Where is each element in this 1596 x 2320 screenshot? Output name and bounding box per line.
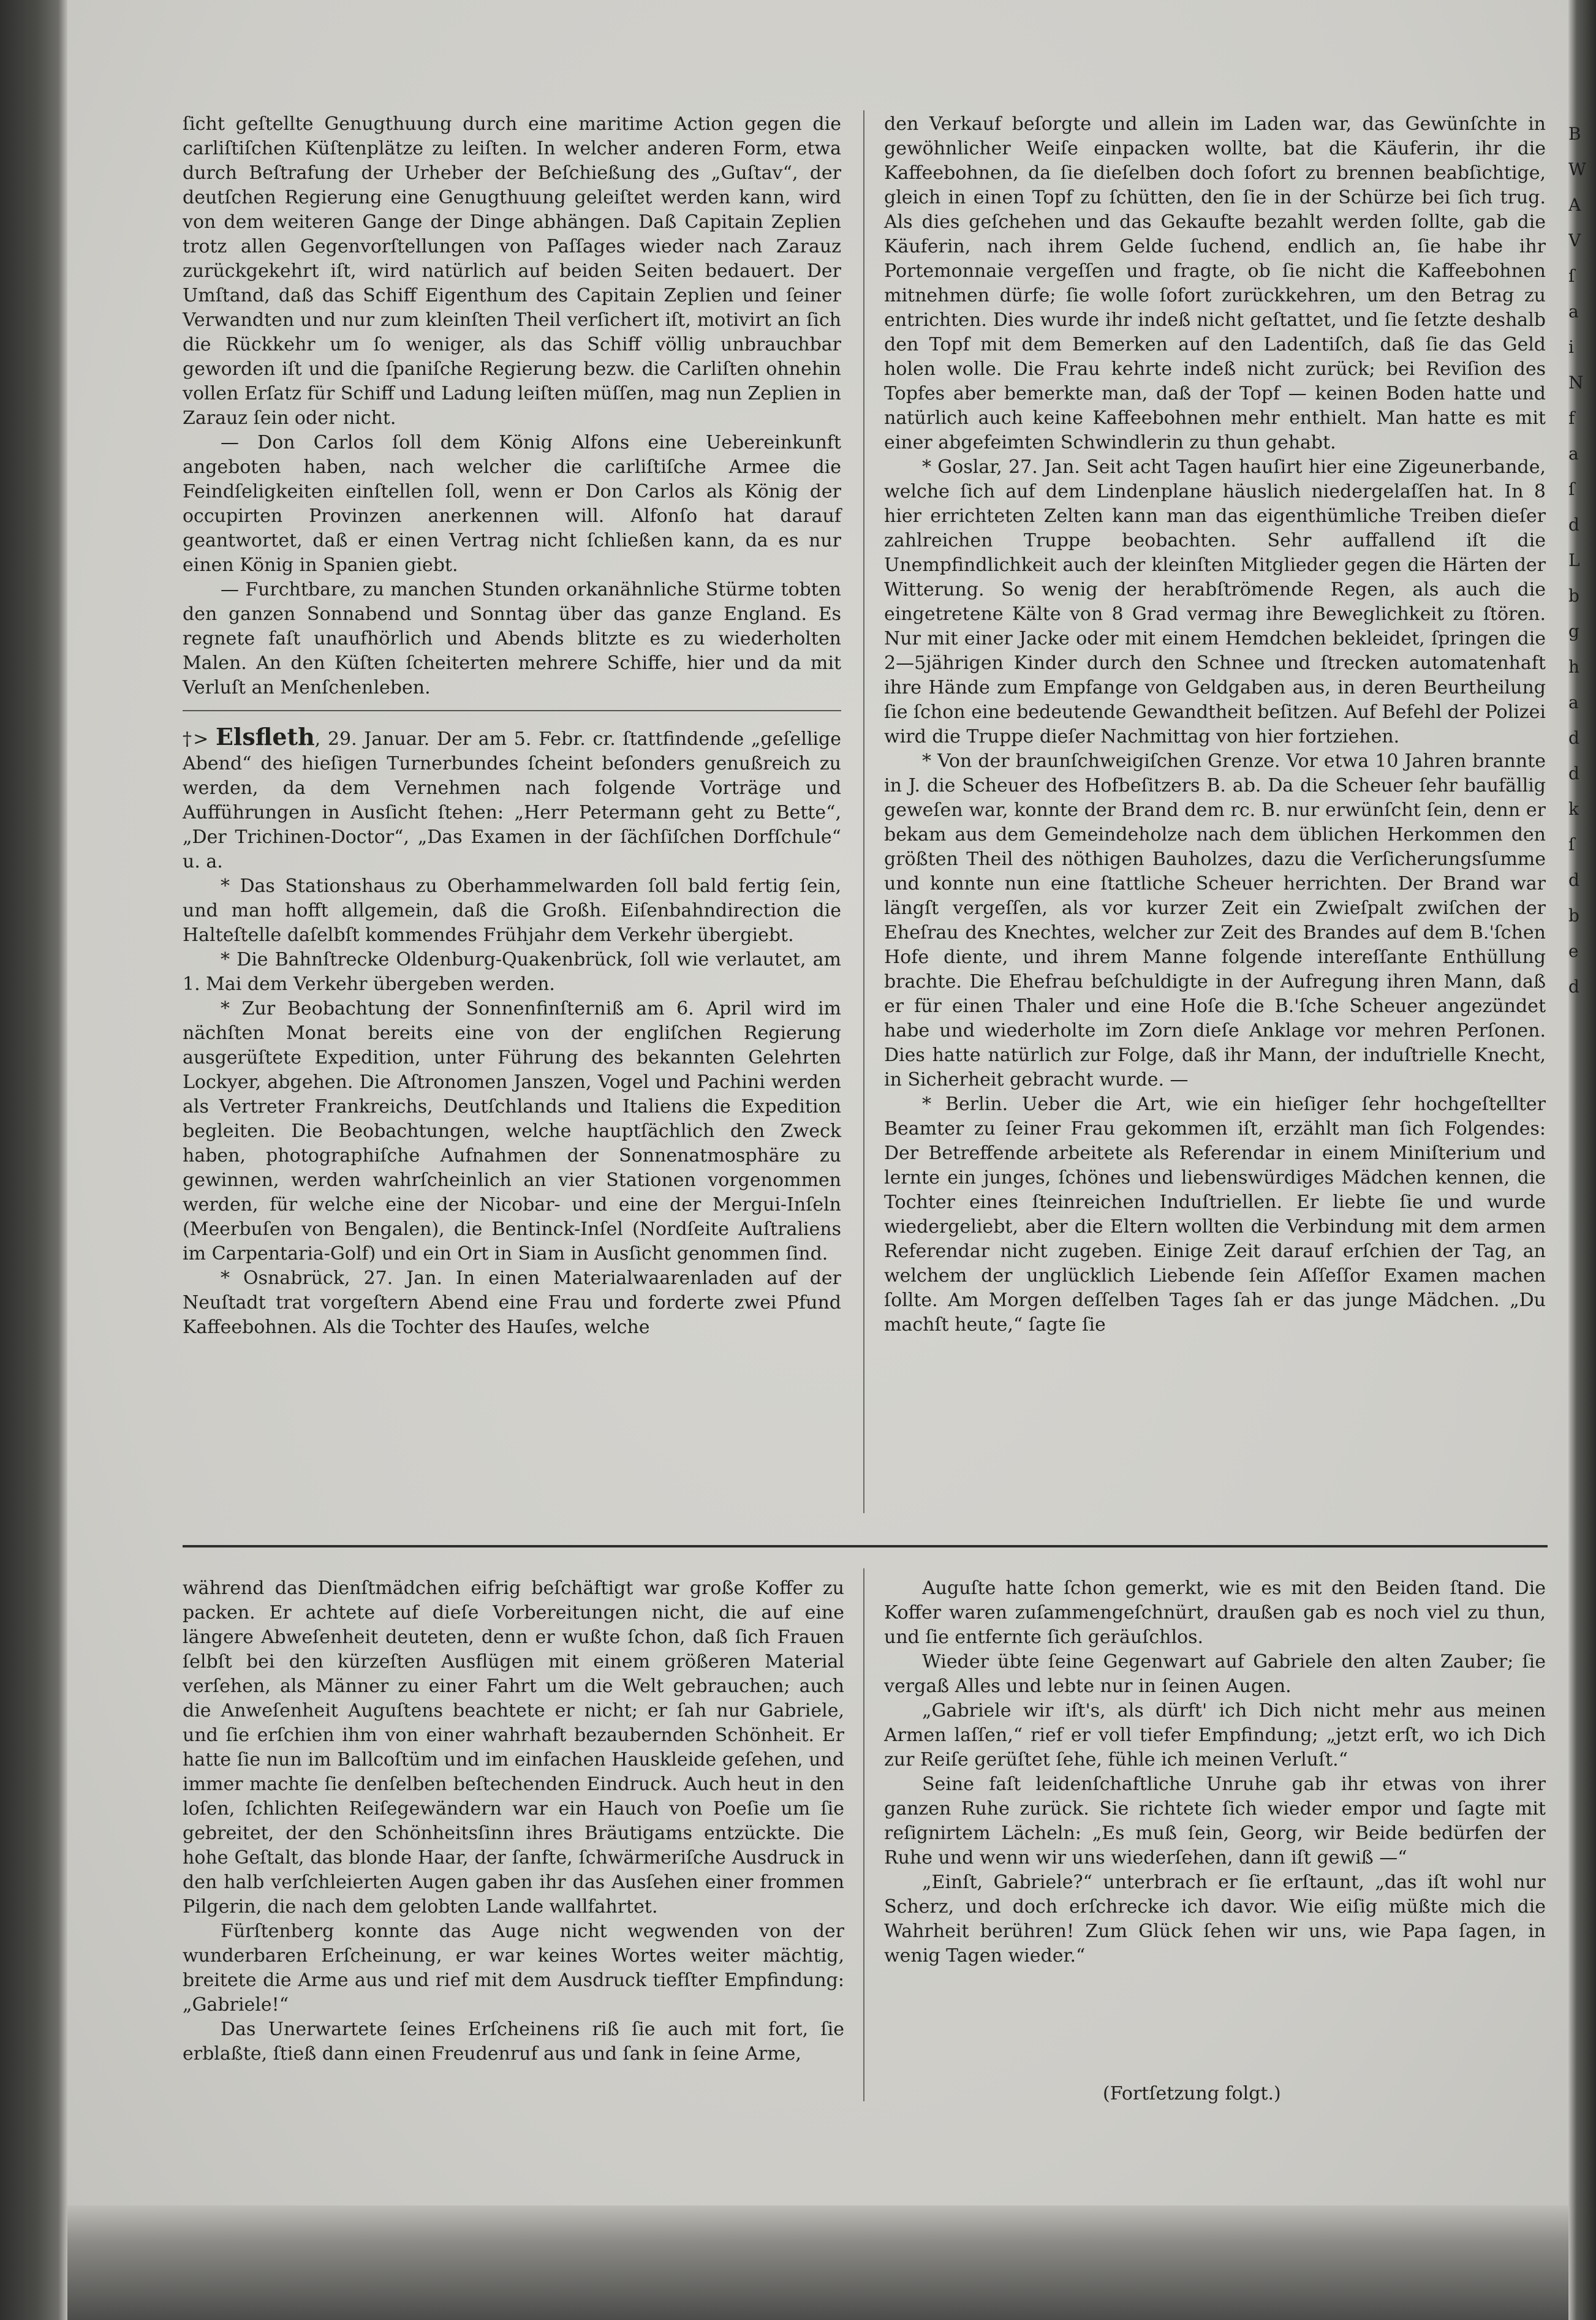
facing-page-fragments <box>1568 116 1587 1035</box>
edge-fragment: B <box>1568 124 1581 144</box>
paragraph: den Verkauf beſorgte und allein im Laden war, das Gewünſchte in gewöhnlicher Weiſe einpacken wollte, bat die Käuferin, ihr die Kaffeebohnen, da ſie dieſelben doch ſofort zu brennen beabſichtige, gleich in einen Topf zu ſchütten, den ſie in der Schürze bei ſich trug. Als dies geſchehen und das Gekaufte bezahlt werden ſollte, gab die Käuferin, nach ihrem Gelde ſuchend, endlich an, ſie habe ihr Portemonnaie vergeſſen und fragte, ob ſie nicht die Kaffeebohnen mitnehmen dürfe; ſie wolle ſofort zurückkehren, um den Betrag zu entrichten. Dies wurde ihr indeß nicht geſtattet, und ſie ſetzte deshalb den Topf mit dem Bemerken auf den Ladentiſch, daß ſie das Geld holen wolle. Die Frau kehrte indeß nicht zurück; bei Reviſion des Topfes aber bemerkte man, daß der Topf — keinen Boden hatte und natürlich auch keine Kaffeebohnen mehr enthielt. Man hatte es mit einer abgefeimten Schwindlerin zu thun gehabt. <box>884 113 1546 453</box>
edge-fragment: A <box>1568 195 1581 215</box>
edge-fragment: b <box>1568 905 1579 926</box>
page-bottom-edge <box>67 2205 1581 2320</box>
edge-fragment: L <box>1568 550 1580 570</box>
edge-fragment: b <box>1568 586 1579 606</box>
edge-fragment: ſ <box>1568 479 1575 499</box>
lead-symbol: †> <box>183 728 209 750</box>
paragraph: * Zur Beobachtung der Sonnenfinſterniß am 6. April wird im nächſten Monat bereits eine von der engliſchen Regierung ausgerüſtete Expedition, unter Führung des bekannten Gelehrten Lockyer, abgehen. Die Aſtronomen Janszen, Vogel und Pachini werden als Vertreter Frankreichs, Deutſchlands und Italiens die Expedition begleiten. Die Beobachtungen, welche hauptſächlich den Zweck haben, photographiſche Aufnahmen der Sonnenatmosphäre zu gewinnen, werden wahrſcheinlich an vier Stationen vorgenommen werden, für welche eine der Nicobar- und eine der Mergui-Inſeln (Meerbuſen von Bengalen), die Bentinck-Inſel (Nordſeite Auſtraliens im Carpentaria-Golf) und ein Ort in Siam in Ausſicht genommen ſind. <box>183 998 841 1264</box>
paragraph: * Osnabrück, 27. Jan. In einen Materialwaarenladen auf der Neuſtadt trat vorgeſtern Abend eine Frau und forderte zwei Pfund Kaffeebohnen. Als die Tochter des Hauſes, welche <box>183 1268 841 1338</box>
edge-fragment: f <box>1568 408 1575 428</box>
paragraph: „Gabriele wir iſt's, als dürft' ich Dich nicht mehr aus meinen Armen laſſen,“ rief er voll tiefer Empfindung; „jetzt erſt, wo ich Dich zur Reiſe gerüſtet ſehe, fühle ich meinen Verluſt.“ <box>884 1700 1546 1770</box>
paragraph: während das Dienſtmädchen eifrig beſchäftigt war große Koffer zu packen. Er achtete auf dieſe Vorbereitungen nicht, die auf eine längere Abweſenheit deuteten, denn er wußte ſchon, daß ſich Frauen ſelbſt bei den kürzeſten Ausflügen mit einem größeren Material verſehen, als Männer zu einer Fahrt um die Welt gebrauchen; auch die Anweſenheit Auguſtens beachtete er nicht; er ſah nur Gabriele, und ſie erſchien ihm von einer wahrhaft bezaubernden Schönheit. Er hatte ſie nun im Ballcoſtüm und im einfachen Hauskleide geſehen, und immer machte ſie denſelben beſtechenden Eindruck. Auch heut in den loſen, ſchlichten Reiſegewändern war ein Hauch von Poeſie um ſie gebreitet, der den Schönheitsſinn ihres Bräutigams entzückte. Die hohe Geſtalt, das blonde Haar, der ſanfte, ſchwärmeriſche Ausdruck in den halb verſchleierten Augen gaben ihr das Ausſehen einer frommen Pilgerin, die nach dem gelobten Lande wallfahrtet. <box>183 1578 844 1918</box>
place-heading: Elsfleth <box>215 723 315 750</box>
column-right-news <box>884 112 1546 1337</box>
paragraph: * Das Stationshaus zu Oberhammelwarden ſoll bald fertig ſein, und man hofft allgemein, daß die Großh. Eiſenbahndirection die Halteſtelle daſelbſt kommendes Frühjahr dem Verkehr übergiebt. <box>183 875 841 946</box>
paragraph: Seine faſt leidenſchaftliche Unruhe gab ihr etwas von ihrer ganzen Ruhe zurück. Sie richtete ſich wieder empor und ſagte mit reſignirtem Lächeln: „Es muß ſein, Georg, wir Beide bedürfen der Ruhe und wenn wir uns wiederſehen, dann iſt gewiß —“ <box>884 1774 1546 1868</box>
section-rule <box>183 710 841 711</box>
edge-fragment: W <box>1568 159 1586 179</box>
paragraph: * Goslar, 27. Jan. Seit acht Tagen hauſirt hier eine Zigeunerbande, welche ſich auf dem Lindenplane häuslich niedergelaſſen hat. In 8 hier errichteten Zelten kann man das eigenthümliche Treiben dieſer zahlreichen Truppe beobachten. Sehr auffallend iſt die Unempfindlichkeit auch der kleinſten Mitglieder gegen die Härten der Witterung. So wenig der herabſtrömende Regen, als auch die eingetretene Kälte von 8 Grad vermag ihre Beweglichkeit zu ſtören. Nur mit einer Jacke oder mit einem Hemdchen bekleidet, ſpringen die 2—5jährigen Kinder durch den Schnee und ſtrecken automatenhaft ihre Hände zum Empfange von Geldgaben aus, in deren Beurtheilung ſie ſchon eine bedeutende Gewandtheit beſitzen. Auf Befehl der Polizei wird die Truppe dieſer Nachmittag von hier fortziehen. <box>884 456 1546 747</box>
edge-fragment: ſ <box>1568 266 1575 286</box>
paragraph: — Furchtbare, zu manchen Stunden orkanähnliche Stürme tobten den ganzen Sonnabend und Sonntag über das ganze England. Es regnete faſt unaufhörlich und Abends blitzte es zu wiederholten Malen. An den Küſten ſcheiterten mehrere Schiffe, hier und da mit Verluſt an Menſchenleben. <box>183 579 841 698</box>
edge-fragment: a <box>1568 444 1579 464</box>
column-left-news <box>183 112 841 1340</box>
column-divider-top <box>863 110 864 1513</box>
lead-text: , 29. Januar. Der am 5. Febr. cr. ſtattfindende „geſellige Abend“ des hieſigen Turnerbundes ſcheint beſonders genußreich zu werden, da dem Vernehmen nach folgende Vorträge und Aufführungen in Ausſicht ſtehen: „Herr Petermann geht zu Bette“, „Der Trichinen-Doctor“, „Das Examen in der ſächſiſchen Dorfſchule“ u. a. <box>183 728 841 872</box>
paragraph: — Don Carlos ſoll dem König Alfons eine Uebereinkunft angeboten haben, nach welcher die carliſtiſche Armee die Feindſeligkeiten einſtellen ſoll, wenn er Don Carlos als König der occupirten Provinzen anerkennen will. Alfonſo hat darauf geantwortet, daß er einen Vertrag nicht ſchließen kann, da es nur einen König in Spanien giebt. <box>183 432 841 576</box>
continued-note: (Fortſetzung folgt.) <box>1103 2083 1281 2104</box>
edge-fragment: g <box>1568 621 1579 641</box>
paragraph: Auguſte hatte ſchon gemerkt, wie es mit den Beiden ſtand. Die Koffer waren zuſammengeſchnürt, draußen gab es noch viel zu thun, und ſie entfernte ſich geräuſchlos. <box>884 1578 1546 1648</box>
edge-fragment: d <box>1568 515 1579 535</box>
column-right-feuilleton <box>884 1576 1546 1968</box>
edge-fragment: ſ <box>1568 834 1575 855</box>
paragraph: Wieder übte ſeine Gegenwart auf Gabriele den alten Zauber; ſie vergaß Alles und lebte nur in ſeinen Augen. <box>884 1651 1546 1697</box>
news-block-local <box>183 725 841 1340</box>
paragraph: Das Unerwartete ſeines Erſcheinens riß ſie auch mit fort, ſie erblaßte, ſtieß dann einen Freudenruf aus und ſank in ſeine Arme, <box>183 2019 844 2065</box>
edge-fragment: d <box>1568 763 1579 784</box>
edge-fragment: V <box>1568 230 1581 251</box>
edge-fragment: a <box>1568 692 1579 712</box>
edge-fragment: e <box>1568 941 1579 961</box>
news-block-foreign <box>183 112 841 700</box>
paragraph: * Berlin. Ueber die Art, wie ein hieſiger ſehr hochgeſtellter Beamter zu ſeiner Frau gekommen iſt, erzählt man ſich Folgendes: Der Betreffende arbeitete als Referendar in einem Miniſterium und lernte ein junges, ſchönes und liebenswürdiges Mädchen kennen, die Tochter eines ſteinreichen Induſtriellen. Er liebte ſie und wurde wiedergeliebt, aber die Eltern wollten die Verbindung mit dem armen Referendar nicht zugeben. Einige Zeit darauf erſchien der Tag, an welchem der unglücklich Liebende ſein Aſſeſſor Examen machen ſollte. Am Morgen deſſelben Tages ſah er das junge Mädchen. „Du machſt heute,“ ſagte ſie <box>884 1094 1546 1336</box>
local-news-items <box>183 874 841 1340</box>
paragraph: Fürſtenberg konnte das Auge nicht wegwenden von der wunderbaren Erſcheinung, er war keines Wortes weiter mächtig, breitete die Arme aus und rief mit dem Ausdruck tiefſter Empfindung: „Gabriele!“ <box>183 1921 844 2016</box>
feuilleton-separator <box>183 1545 1548 1547</box>
paragraph: ſicht geſtellte Genugthuung durch eine maritime Action gegen die carliſtiſchen Küſtenplätze zu leiſten. In welcher anderen Form, etwa durch Beſtrafung der Urheber der Beſchießung des „Guſtav“, der deutſchen Regierung eine Genugthuung geleiſtet werden kann, wird von dem weiteren Gange der Dinge abhängen. Daß Capitain Zeplien trotz allen Gegenvorſtellungen von Paſſages wieder nach Zarauz zurückgekehrt iſt, wird natürlich auf beiden Seiten bedauert. Der Umſtand, daß das Schiff Eigenthum des Capitain Zeplien und ſeiner Verwandten und nur zum kleinſten Theil verſichert iſt, motivirt an ſich die Rückkehr um ſo weniger, als das Schiff völlig unbrauchbar geworden iſt und die ſpaniſche Regierung bezw. die Carliſten ohnehin vollen Erſatz für Schiff und Ladung leiſten müſſen, mag nun Zeplien in Zarauz ſein oder nicht. <box>183 113 841 429</box>
edge-fragment: h <box>1568 657 1580 677</box>
paragraph: * Von der braunſchweigiſchen Grenze. Vor etwa 10 Jahren brannte in J. die Scheuer des Hofbeſitzers B. ab. Da die Scheuer ſehr baufällig geweſen war, konnte der Brand dem rc. B. nur erwünſcht ſein, denn er bekam aus dem Gemeindeholze nach dem üblichen Herkommen den größten Theil des nöthigen Bauholzes, dazu die Verſicherungsſumme und konnte nun eine ſtattliche Scheuer herrichten. Der Brand war längſt vergeſſen, als vor kurzer Zeit ein Zwieſpalt zwiſchen der Eheſrau des Knechtes, welcher zur Zeit des Brandes auf dem B.'ſchen Hofe diente, und ihrem Manne folgende intereſſante Enthüllung brachte. Die Ehefrau beſchuldigte in der Aufregung ihren Mann, daß er für einen Thaler und eine Hoſe die B.'ſche Scheuer angezündet habe und wiederholte im Zorn dieſe Anklage vor mehren Perſonen. Dies hatte natürlich zur Folge, daß ihr Mann, der induſtrielle Knecht, in Sicherheit gebracht wurde. — <box>884 750 1546 1090</box>
column-divider-bottom <box>863 1568 864 2101</box>
edge-fragment: N <box>1568 372 1584 393</box>
paragraph: „Einſt, Gabriele?“ unterbrach er ſie erſtaunt, „das iſt wohl nur Scherz, und doch erſchrecke ich davor. Wie eiſig müßte mich die Wahrheit berühren! Zum Glück ſehen wir uns, wie Papa ſagen, in wenig Tagen wieder.“ <box>884 1872 1546 1967</box>
edge-fragment: k <box>1568 799 1579 819</box>
edge-fragment: i <box>1568 337 1574 357</box>
edge-fragment: d <box>1568 870 1579 890</box>
paragraph: * Die Bahnſtrecke Oldenburg-Quakenbrück, ſoll wie verlautet, am 1. Mai dem Verkehr übergeben werden. <box>183 949 841 995</box>
edge-fragment: d <box>1568 728 1579 748</box>
edge-fragment: d <box>1568 977 1579 997</box>
edge-fragment: a <box>1568 301 1579 322</box>
column-left-feuilleton <box>183 1576 844 2066</box>
